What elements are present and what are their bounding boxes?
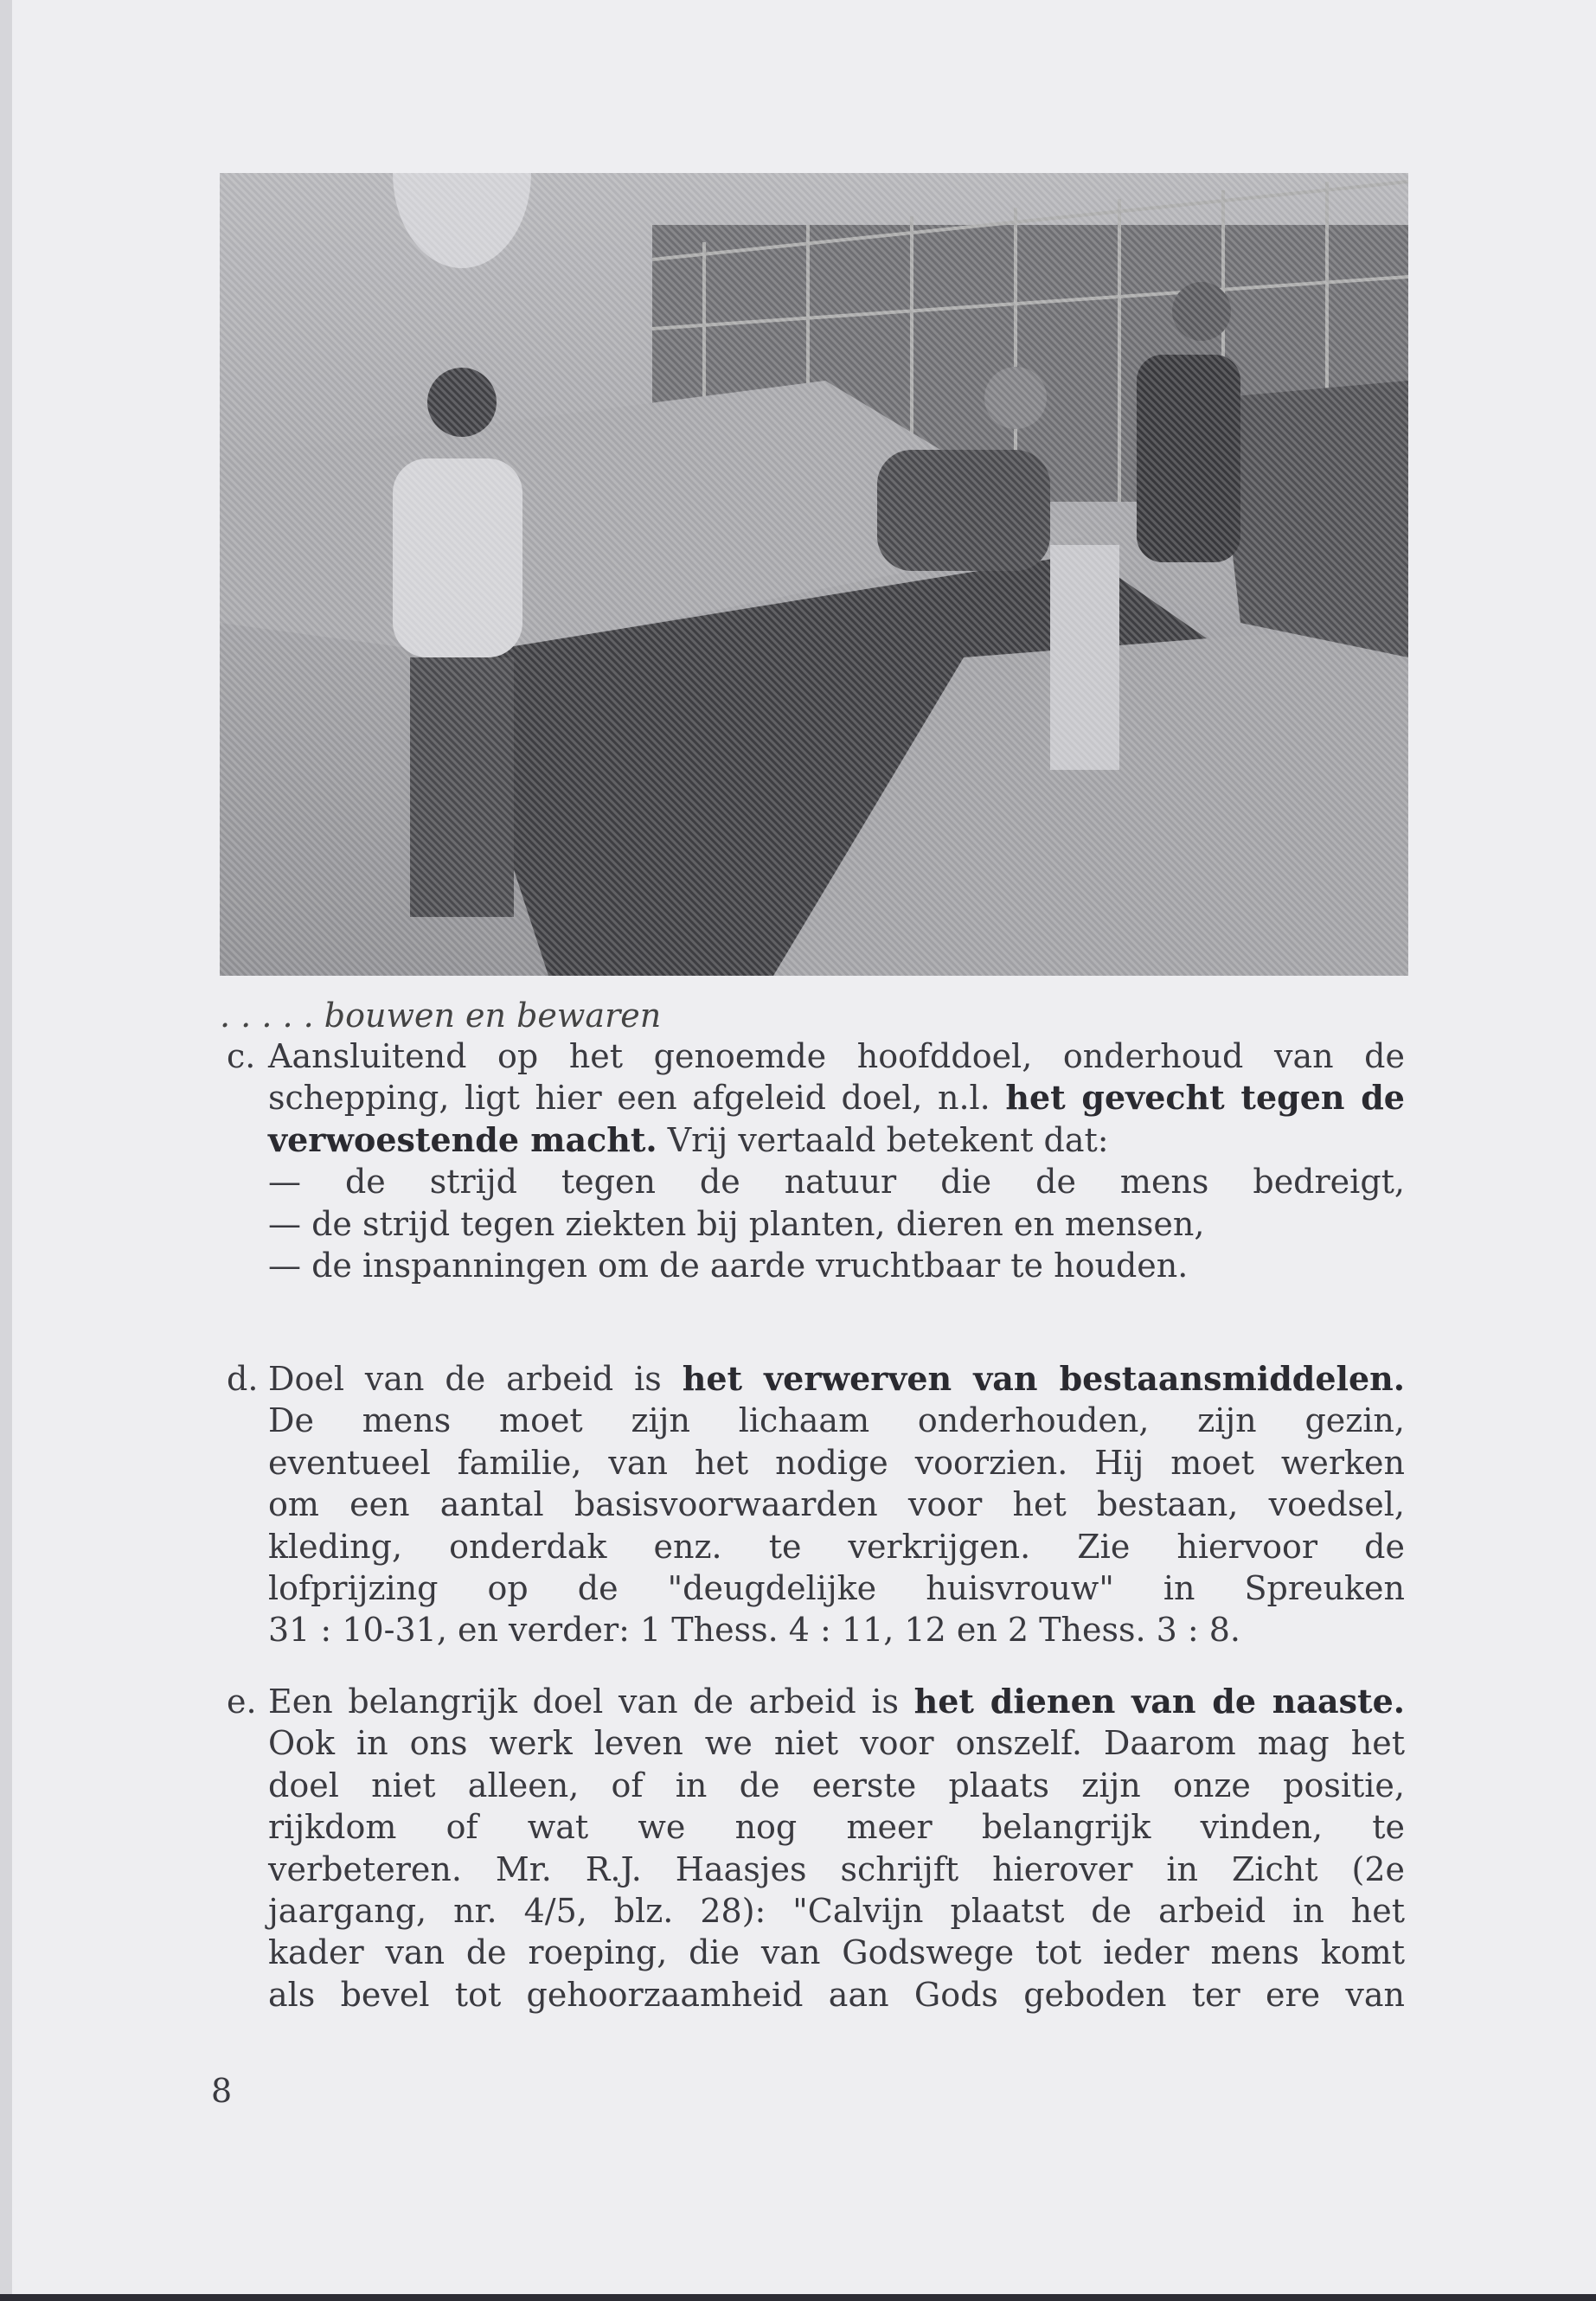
bold-text: het gevecht tegen de xyxy=(1005,1078,1405,1118)
text: De mens moet zijn lichaam onderhouden, zijn gezin, xyxy=(268,1401,1405,1440)
bold-text: het verwerven van bestaansmiddelen. xyxy=(682,1359,1405,1398)
text: Ook in ons werk leven we niet voor onszelf. Daarom mag het xyxy=(268,1724,1405,1763)
text: — de strijd tegen de natuur die de mens bedreigt, xyxy=(268,1163,1405,1202)
text-line xyxy=(268,1203,1405,1245)
paragraph-d xyxy=(227,1358,1405,1651)
text: lofprijzing op de "deugdelijke huisvrouw" in Spreuken xyxy=(268,1569,1405,1608)
photo-caption: . . . . . bouwen en bewaren xyxy=(220,997,662,1035)
page-number: 8 xyxy=(211,2072,233,2110)
text: kader van de roeping, die van Godswege tot ieder mens komt xyxy=(268,1933,1405,1972)
item-label: c. xyxy=(227,1037,256,1075)
bold-text: het dienen van de naaste. xyxy=(913,1682,1405,1721)
item-label: e. xyxy=(227,1682,257,1721)
text: Een belangrijk doel van de arbeid is xyxy=(268,1682,914,1721)
text: 31 : 10-31, en verder: 1 Thess. 4 : 11, 12 en 2 Thess. 3 : 8. xyxy=(268,1611,1241,1650)
text: Vrij vertaald betekent dat: xyxy=(657,1120,1109,1159)
bold-text: verwoestende macht. xyxy=(268,1119,657,1159)
text: — de inspanningen om de aarde vruchtbaar te houden. xyxy=(268,1247,1189,1285)
text-line xyxy=(268,1609,1405,1650)
text-line xyxy=(268,1849,1405,1890)
text: kleding, onderdak enz. te verkrijgen. Zie hiervoor de xyxy=(268,1527,1405,1566)
text-line xyxy=(268,1806,1405,1848)
text-line xyxy=(268,1765,1405,1806)
text-line xyxy=(268,1119,1405,1161)
text: Doel van de arbeid is xyxy=(268,1360,683,1398)
page-edge-bottom xyxy=(0,2294,1596,2301)
paragraph-c xyxy=(227,1035,1405,1286)
text-line xyxy=(268,1400,1405,1441)
text-line xyxy=(268,1722,1405,1764)
page-edge xyxy=(0,0,12,2301)
text: Aansluitend op het genoemde hoofddoel, onderhoud van de xyxy=(268,1037,1405,1075)
text-line xyxy=(268,1077,1405,1118)
item-label: d. xyxy=(227,1360,259,1398)
text: — de strijd tegen ziekten bij planten, dieren en mensen, xyxy=(268,1204,1205,1243)
greenhouse-photo xyxy=(220,173,1408,976)
text-line xyxy=(268,1890,1405,1932)
text-line xyxy=(268,1932,1405,1973)
text-line xyxy=(268,1161,1405,1202)
text-line xyxy=(268,1442,1405,1484)
paragraph-e xyxy=(227,1681,1405,2016)
text: rijkdom of wat we nog meer belangrijk vinden, te xyxy=(268,1808,1405,1847)
text-line xyxy=(268,1526,1405,1567)
text: doel niet alleen, of in de eerste plaats zijn onze positie, xyxy=(268,1766,1405,1804)
text: als bevel tot gehoorzaamheid aan Gods geboden ter ere van xyxy=(268,1975,1405,2014)
text-line xyxy=(268,1974,1405,2016)
text-line xyxy=(268,1358,1405,1400)
text-line xyxy=(268,1567,1405,1609)
text-line xyxy=(268,1035,1405,1077)
text-line xyxy=(268,1245,1405,1286)
text-line xyxy=(268,1484,1405,1525)
text: jaargang, nr. 4/5, blz. 28): "Calvijn plaatst de arbeid in het xyxy=(268,1892,1405,1931)
text: om een aantal basisvoorwaarden voor het bestaan, voedsel, xyxy=(268,1485,1405,1524)
text: schepping, ligt hier een afgeleid doel, n.l. xyxy=(268,1079,1006,1118)
text: verbeteren. Mr. R.J. Haasjes schrijft hierover in Zicht (2e xyxy=(268,1849,1405,1888)
text: eventueel familie, van het nodige voorzien. Hij moet werken xyxy=(268,1443,1405,1482)
text-line xyxy=(268,1681,1405,1722)
